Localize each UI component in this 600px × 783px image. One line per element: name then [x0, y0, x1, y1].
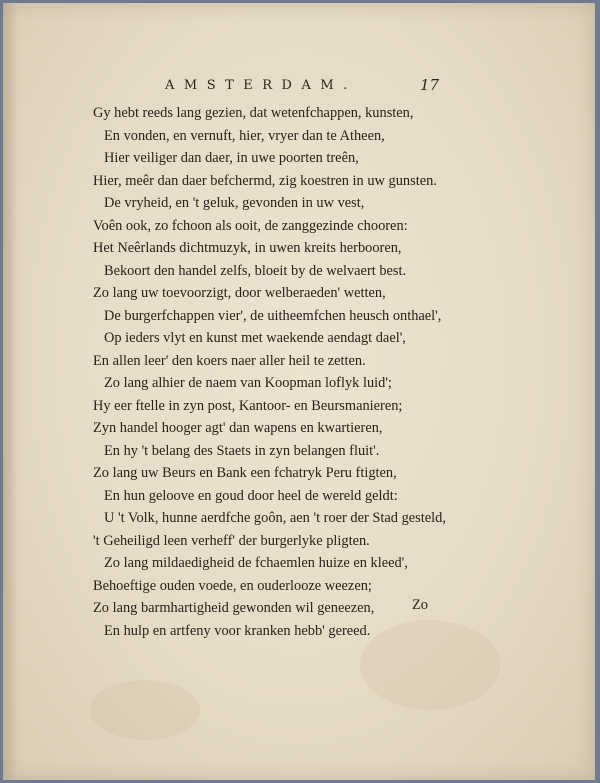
poem-line: Hy eer ftelle in zyn post, Kantoor- en Beursmanieren;: [93, 397, 403, 414]
poem-line: Behoeftige ouden voede, en ouderlooze weezen;: [93, 577, 372, 594]
page-header: [0, 78, 600, 102]
poem-line: Gy hebt reeds lang gezien, dat wetenfchappen, kunsten,: [93, 105, 414, 121]
poem-line: Hier, meêr dan daer befchermd, zig koestren in uw gunsten.: [93, 172, 437, 189]
poem-line: Het Neêrlands dichtmuzyk, in uwen kreits herbooren,: [93, 240, 402, 256]
poem-line: Zo lang mildaedigheid de fchaemlen huize en kleed',: [104, 555, 408, 571]
poem-line: 't Geheiligd leen verheff' der burgerlyke pligten.: [93, 532, 370, 549]
page-number: 17: [420, 76, 440, 94]
poem-line: Bekoort den handel zelfs, bloeit by de welvaert best.: [104, 262, 407, 279]
poem-line: Hier veiliger dan daer, in uwe poorten treên,: [104, 150, 359, 166]
poem-line: Zo lang alhier de naem van Koopman loflyk luid';: [104, 375, 392, 391]
poem-line: Zo lang uw Beurs en Bank een fchatryk Peru ftigten,: [93, 465, 397, 481]
poem-text: [0, 102, 600, 642]
poem-line: Op ieders vlyt en kunst met waekende aendagt dael',: [104, 330, 406, 346]
poem-line: En vonden, en vernuft, hier, vryer dan te Atheen,: [104, 127, 385, 144]
paper-stain: [90, 680, 200, 740]
running-title: AMSTERDAM.: [165, 78, 357, 93]
poem-line: Zo lang barmhartigheid gewonden wil geneezen,: [93, 600, 375, 616]
poem-line: De vryheid, en 't geluk, gevonden in uw vest,: [104, 195, 365, 211]
poem-line: Voên ook, zo fchoon als ooit, de zanggezinde chooren:: [93, 217, 408, 234]
poem-line: Zo lang uw toevoorzigt, door welberaeden' wetten,: [93, 285, 386, 301]
poem-line: En hy 't belang des Staets in zyn belangen fluit'.: [104, 442, 380, 459]
poem-line: Zyn handel hooger agt' dan wapens en kwartieren,: [93, 420, 383, 436]
catchword: Zo: [412, 597, 428, 613]
poem-line: U 't Volk, hunne aerdfche goôn, aen 't roer der Stad gesteld,: [104, 510, 446, 526]
poem-line: En hun geloove en goud door heel de wereld geldt:: [104, 487, 398, 504]
poem-line: De burgerfchappen vier', de uitheemfchen heusch onthael',: [104, 307, 442, 324]
poem-line: En allen leer' den koers naer aller heil te zetten.: [93, 352, 366, 369]
poem-line: En hulp en artfeny voor kranken hebb' gereed.: [104, 622, 371, 639]
